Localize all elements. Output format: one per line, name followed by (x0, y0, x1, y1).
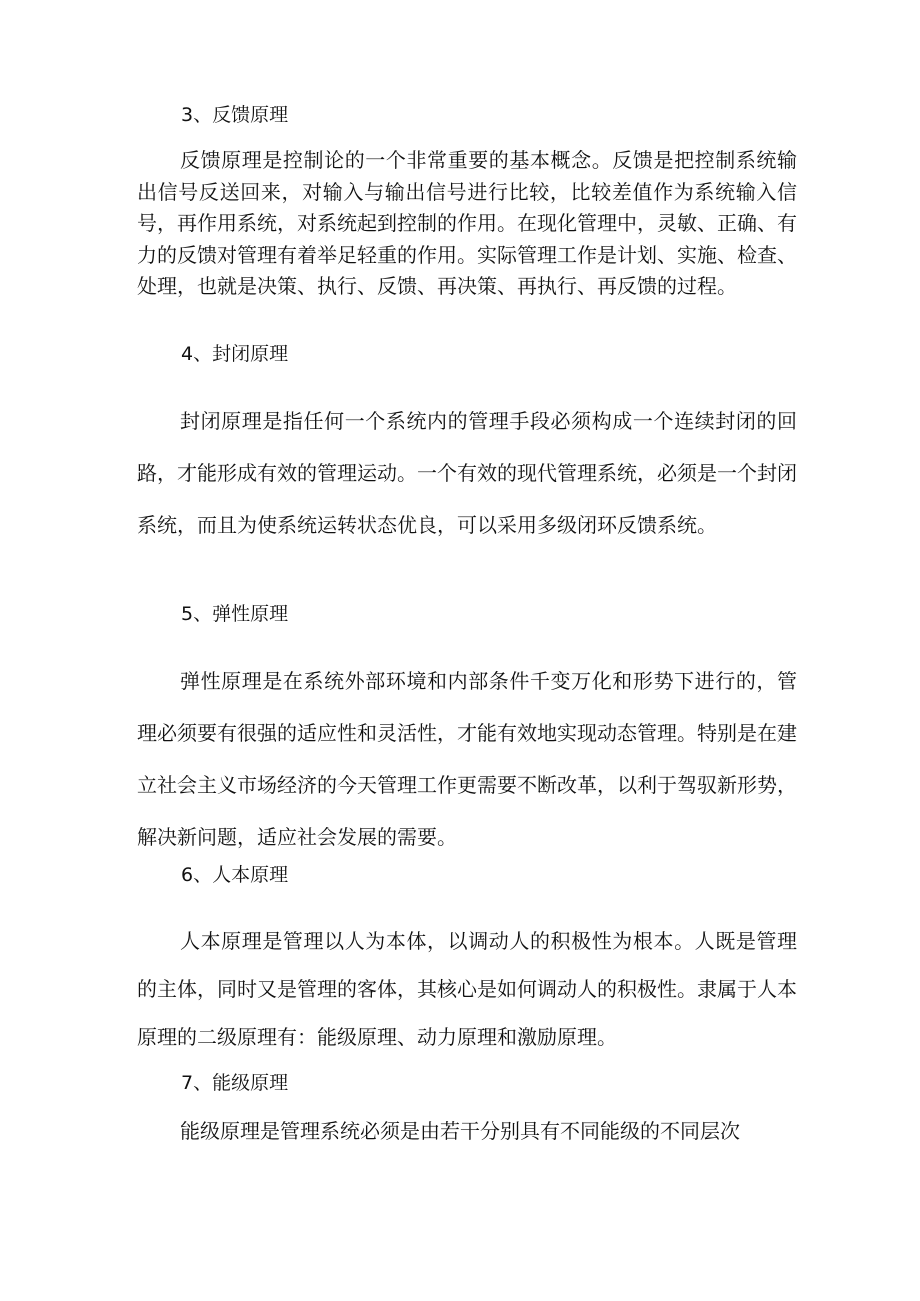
section-heading-7: 7、能级原理 (181, 1072, 289, 1094)
section-paragraph-6: 人本原理是管理以人为本体，以调动人的积极性为根本。人既是管理的主体，同时又是管理的客体，其核心是如何调动人的积极性。隶属于人本原理的二级原理有：能级原理、动力原理和激励原理。 (137, 929, 797, 1049)
section-paragraph-5: 弹性原理是在系统外部环境和内部条件千变万化和形势下进行的，管理必须要有很强的适应性和灵活性，才能有效地实现动态管理。特别是在建立社会主义市场经济的今天管理工作更需要不断改革，以利于驾驭新形势，解决新问题，适应社会发展的需要。 (137, 669, 797, 849)
section-heading-5: 5、弹性原理 (181, 603, 289, 625)
section-heading-3: 3、反馈原理 (181, 104, 289, 126)
section-paragraph-4: 封闭原理是指任何一个系统内的管理手段必须构成一个连续封闭的回路，才能形成有效的管理运动。一个有效的现代管理系统，必须是一个封闭系统，而且为使系统运转状态优良，可以采用多级闭环反馈系统。 (137, 409, 797, 537)
section-paragraph-7: 能级原理是管理系统必须是由若干分别具有不同能级的不同层次 (180, 1119, 740, 1143)
section-heading-4: 4、封闭原理 (181, 343, 289, 365)
section-heading-6: 6、人本原理 (181, 864, 289, 886)
section-paragraph-3: 反馈原理是控制论的一个非常重要的基本概念。反馈是把控制系统输出信号反送回来，对输入与输出信号进行比较，比较差值作为系统输入信号，再作用系统，对系统起到控制的作用。在现化管理中，灵敏、正确、有力的反馈对管理有着举足轻重的作用。实际管理工作是计划、实施、检查、处理，也就是决策、执行、反馈、再决策、再执行、再反馈的过程。 (137, 148, 797, 298)
